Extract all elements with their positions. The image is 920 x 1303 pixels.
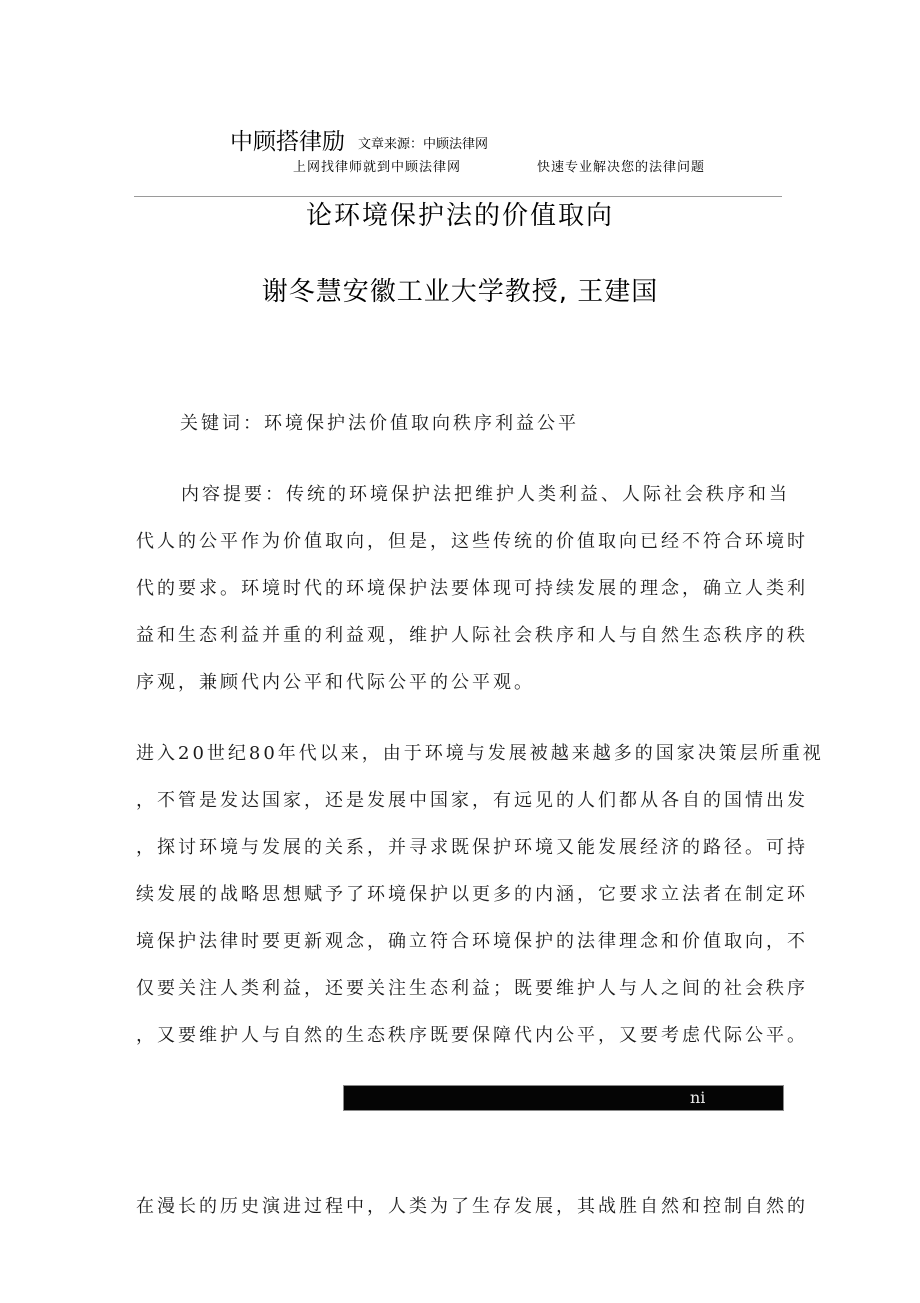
abstract-line: 益和生态利益并重的利益观，维护人际社会秩序和人与自然生态秩序的秩 — [136, 625, 808, 646]
intro-line: 境保护法律时要更新观念，确立符合环境保护的法律理念和价值取向，不 — [136, 931, 808, 952]
header-divider — [134, 196, 782, 197]
black-banner-bar — [343, 1085, 784, 1111]
intro-line: 进入20世纪80年代以来，由于环境与发展被越来越多的国家决策层所重视 — [136, 743, 824, 764]
intro-line: ，探讨环境与发展的关系，并寻求既保护环境又能发展经济的路径。可持 — [136, 837, 808, 858]
article-keywords: 关键词：环境保护法价值取向秩序利益公平 — [180, 413, 579, 434]
intro-line: ，又要维护人与自然的生态秩序既要保障代内公平，又要考虑代际公平。 — [136, 1025, 808, 1046]
site-tagline-right: 快速专业解决您的法律问题 — [537, 160, 706, 175]
article-source: 文章来源：中顾法律网 — [358, 137, 489, 152]
intro-paragraph — [136, 740, 824, 1069]
abstract-line: 内容提要：传统的环境保护法把维护人类利益、人际社会秩序和当 — [181, 484, 790, 505]
next-paragraph — [136, 1193, 808, 1240]
next-paragraph-line: 在漫长的历史演进过程中，人类为了生存发展，其战胜自然和控制自然的 — [136, 1196, 808, 1217]
intro-line: 仅要关注人类利益，还要关注生态利益；既要维护人与人之间的社会秩序 — [136, 978, 808, 999]
abstract-paragraph — [136, 481, 808, 716]
abstract-line: 代的要求。环境时代的环境保护法要体现可持续发展的理念，确立人类利 — [136, 578, 808, 599]
article-title: 论环境保护法的价值取向 — [305, 201, 614, 231]
black-bar-text: ni — [690, 1088, 706, 1107]
intro-line: ，不管是发达国家，还是发展中国家，有远见的人们都从各自的国情出发 — [136, 790, 808, 811]
abstract-line: 代人的公平作为价值取向，但是，这些传统的价值取向已经不符合环境时 — [136, 531, 808, 552]
article-author: 谢冬慧安徽工业大学教授, 王建国 — [261, 277, 659, 307]
site-tagline-left: 上网找律师就到中顾法律网 — [293, 160, 462, 175]
intro-line: 续发展的战略思想赋予了环境保护以更多的内涵，它要求立法者在制定环 — [136, 884, 808, 905]
abstract-line: 序观，兼顾代内公平和代际公平的公平观。 — [136, 672, 535, 693]
site-brand: 中顾搭律励 — [230, 129, 345, 155]
